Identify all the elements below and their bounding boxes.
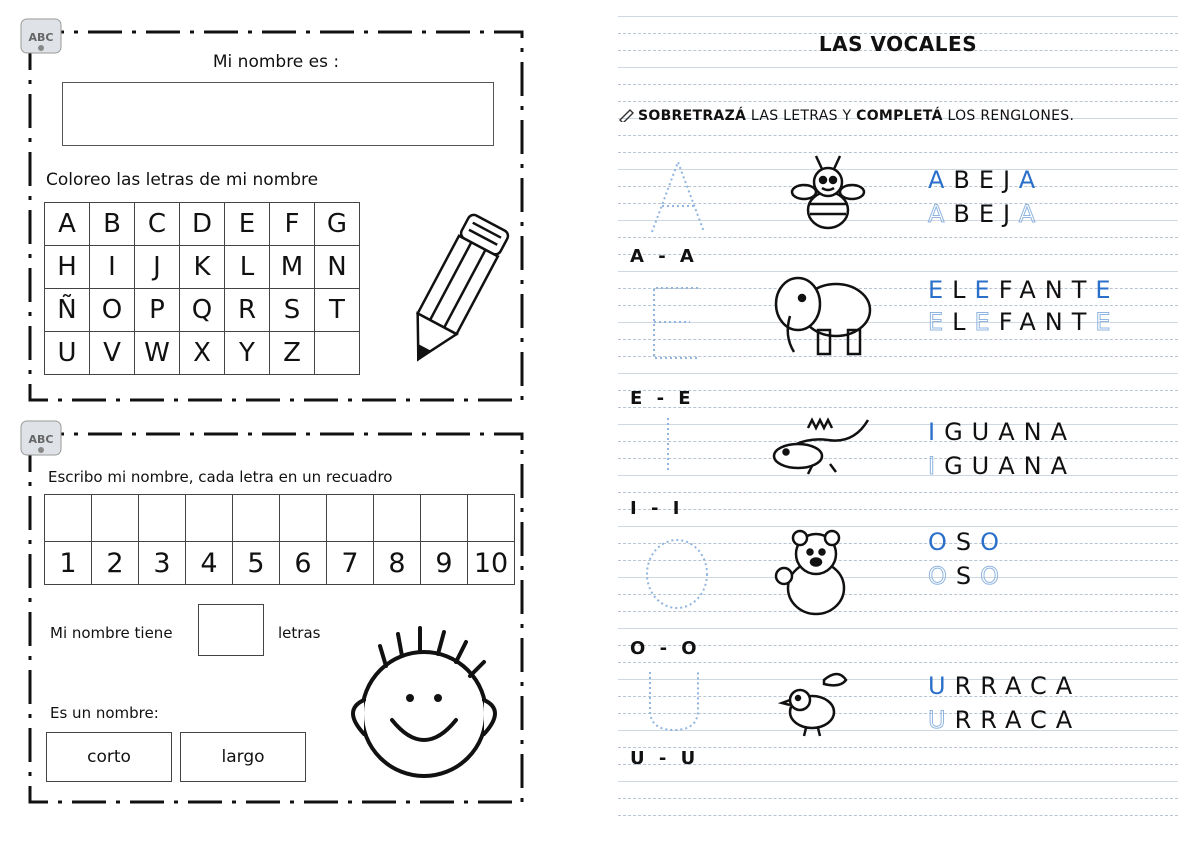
name-letter-slot[interactable] [186,495,233,542]
word-middle: BEJ [953,166,1019,194]
dotted-letter-e-icon [648,284,708,362]
word-last-letter: O [980,528,1009,556]
alphabet-letter-cell[interactable]: X [180,332,225,375]
alphabet-row [45,203,360,246]
trace-middle-a: L [952,308,975,336]
alphabet-row [45,332,360,375]
alphabet-letter-cell[interactable]: Y [225,332,270,375]
trace-last-letter: E [1095,308,1120,336]
trace-last-letter: O [980,562,1009,590]
pencil-icon [390,206,510,376]
alphabet-letter-cell[interactable]: S [270,289,315,332]
count-suffix: letras [278,624,321,642]
word-elefante [928,276,1120,304]
slot-number: 7 [327,542,374,585]
ruled-line [618,101,1178,102]
ruled-line [618,662,1178,663]
ruled-line [618,152,1178,153]
ruled-line [618,84,1178,85]
word-last-letter: A [1018,166,1045,194]
pair-i: I - I [630,498,684,519]
ruled-line [618,764,1178,765]
ruled-line [618,254,1178,255]
alphabet-letter-cell[interactable]: M [270,246,315,289]
alphabet-row [45,289,360,332]
word-elefante-trace[interactable] [928,308,1120,336]
pencil-icon [618,108,634,122]
trace-middle-c: FANT [998,308,1096,336]
name-worksheet-bottom [28,432,524,804]
word-last-letter: E [1095,276,1120,304]
word-urraca [928,672,1081,700]
name-input-box[interactable] [62,82,494,146]
ruled-line [618,747,1178,748]
instruction-text-2: LOS RENGLONES. [947,108,1075,124]
pair-e: E - E [630,388,695,409]
word-middle: GUANA [944,418,1077,446]
page-title: Mi nombre es : [212,52,340,72]
smiling-face-icon [324,622,514,782]
ruled-line [618,815,1178,816]
slot-number: 3 [139,542,186,585]
dotted-letter-o-icon [642,536,712,612]
name-letter-slot[interactable] [327,495,374,542]
alphabet-letter-cell[interactable]: N [315,246,360,289]
trace-middle: GUANA [944,452,1077,480]
slot-number: 8 [374,542,421,585]
bee-icon [778,152,878,238]
trace-middle: RRACA [954,706,1082,734]
name-letter-slot[interactable] [45,495,92,542]
pair-u: U - U [630,748,700,769]
slot-number: 5 [233,542,280,585]
trace-first-letter: O [928,562,956,590]
alphabet-letter-cell[interactable]: D [180,203,225,246]
name-letter-grid [44,494,515,585]
letter-count-box[interactable] [198,604,264,656]
ruled-line [618,509,1178,510]
ruled-line [618,67,1178,68]
word-iguana-trace[interactable] [928,452,1076,480]
pair-o: O - O [630,638,701,659]
slot-number: 6 [280,542,327,585]
alphabet-letter-cell[interactable]: E [225,203,270,246]
slot-number: 10 [468,542,515,585]
svg-text:ABC: ABC [28,31,54,44]
name-worksheet-top [28,30,524,402]
name-kind-label: Es un nombre: [50,704,159,722]
trace-first-letter: E [928,308,953,336]
vowels-worksheet [618,16,1178,816]
alphabet-grid [44,202,360,375]
alphabet-letter-cell[interactable] [315,332,360,375]
ruled-line [618,135,1178,136]
alphabet-letter-cell[interactable]: K [180,246,225,289]
instruction [618,108,1074,124]
ruled-line [618,16,1178,17]
alphabet-letter-cell[interactable]: R [225,289,270,332]
alphabet-letter-cell[interactable]: F [270,203,315,246]
word-middle-a: L [952,276,975,304]
write-name-label: Escribo mi nombre, cada letra en un recuadro [48,468,393,486]
slot-number: 2 [92,542,139,585]
ruled-line [618,781,1178,782]
count-label: Mi nombre tiene [50,624,173,642]
ruled-line [618,798,1178,799]
alphabet-letter-cell[interactable]: O [90,289,135,332]
word-oso [928,528,1008,556]
word-abeja-trace[interactable] [928,200,1044,228]
name-letter-slot[interactable] [92,495,139,542]
trace-middle: BEJ [953,200,1019,228]
alphabet-letter-cell[interactable]: C [135,203,180,246]
alphabet-letter-cell[interactable]: L [225,246,270,289]
word-abeja [928,166,1044,194]
alphabet-letter-cell[interactable]: U [45,332,90,375]
word-iguana [928,418,1076,446]
word-oso-trace[interactable] [928,562,1008,590]
name-letter-slot[interactable] [468,495,515,542]
slot-number: 1 [45,542,92,585]
dotted-letter-u-icon [644,670,704,732]
trace-first-letter: I [928,452,945,480]
svg-text:ABC: ABC [28,433,54,446]
elephant-icon [768,266,878,362]
word-first-letter: I [928,418,945,446]
trace-middle-vowel: E [974,308,999,336]
sheet-title: LAS VOCALES [818,32,978,56]
short-option-box[interactable]: corto [46,732,172,782]
long-option-box[interactable]: largo [180,732,306,782]
word-first-letter: O [928,528,956,556]
slot-number: 9 [421,542,468,585]
trace-first-letter: U [928,706,955,734]
alphabet-letter-cell[interactable]: H [45,246,90,289]
abc-logo-icon [20,420,62,456]
name-letter-slot[interactable] [421,495,468,542]
name-letter-slot[interactable] [139,495,186,542]
iguana-icon [768,408,878,478]
ruled-line [618,628,1178,629]
ruled-line [618,645,1178,646]
word-middle-vowel: E [974,276,999,304]
word-middle-c: FANT [998,276,1096,304]
alphabet-letter-cell[interactable]: Z [270,332,315,375]
ruled-line [618,407,1178,408]
instruction-verb-2: COMPLETÁ [856,108,943,124]
name-letter-slot[interactable] [233,495,280,542]
word-first-letter: U [928,672,955,700]
word-urraca-trace[interactable] [928,706,1081,734]
name-letter-slot[interactable] [280,495,327,542]
coloring-label: Coloreo las letras de mi nombre [46,170,319,190]
ruled-line [618,373,1178,374]
ruled-line [618,237,1178,238]
slot-number: 4 [186,542,233,585]
dotted-letter-a-icon [648,158,708,236]
alphabet-letter-cell[interactable]: J [135,246,180,289]
name-letter-slot[interactable] [374,495,421,542]
bear-icon [768,522,864,618]
trace-first-letter: A [928,200,954,228]
alphabet-letter-cell[interactable]: V [90,332,135,375]
instruction-verb-1: SOBRETRAZÁ [638,108,747,124]
word-middle: S [955,528,981,556]
ruled-line [618,526,1178,527]
alphabet-row [45,246,360,289]
trace-middle: S [955,562,981,590]
dotted-letter-i-icon [648,416,708,472]
magpie-icon [778,660,858,740]
alphabet-letter-cell[interactable]: T [315,289,360,332]
ruled-line [618,271,1178,272]
alphabet-letter-cell[interactable]: B [90,203,135,246]
ruled-line [618,475,1178,476]
alphabet-letter-cell[interactable]: G [315,203,360,246]
word-middle: RRACA [954,672,1082,700]
alphabet-letter-cell[interactable]: Ñ [45,289,90,332]
pair-a: A - A [630,246,698,267]
trace-last-letter: A [1018,200,1045,228]
alphabet-letter-cell[interactable]: W [135,332,180,375]
ruled-line [618,390,1178,391]
alphabet-letter-cell[interactable]: Q [180,289,225,332]
alphabet-letter-cell[interactable]: I [90,246,135,289]
ruled-line [618,492,1178,493]
alphabet-letter-cell[interactable]: P [135,289,180,332]
alphabet-letter-cell[interactable]: A [45,203,90,246]
abc-logo-icon [20,18,62,54]
word-first-letter: A [928,166,954,194]
instruction-text-1: LAS LETRAS Y [750,108,852,124]
word-first-letter: E [928,276,953,304]
